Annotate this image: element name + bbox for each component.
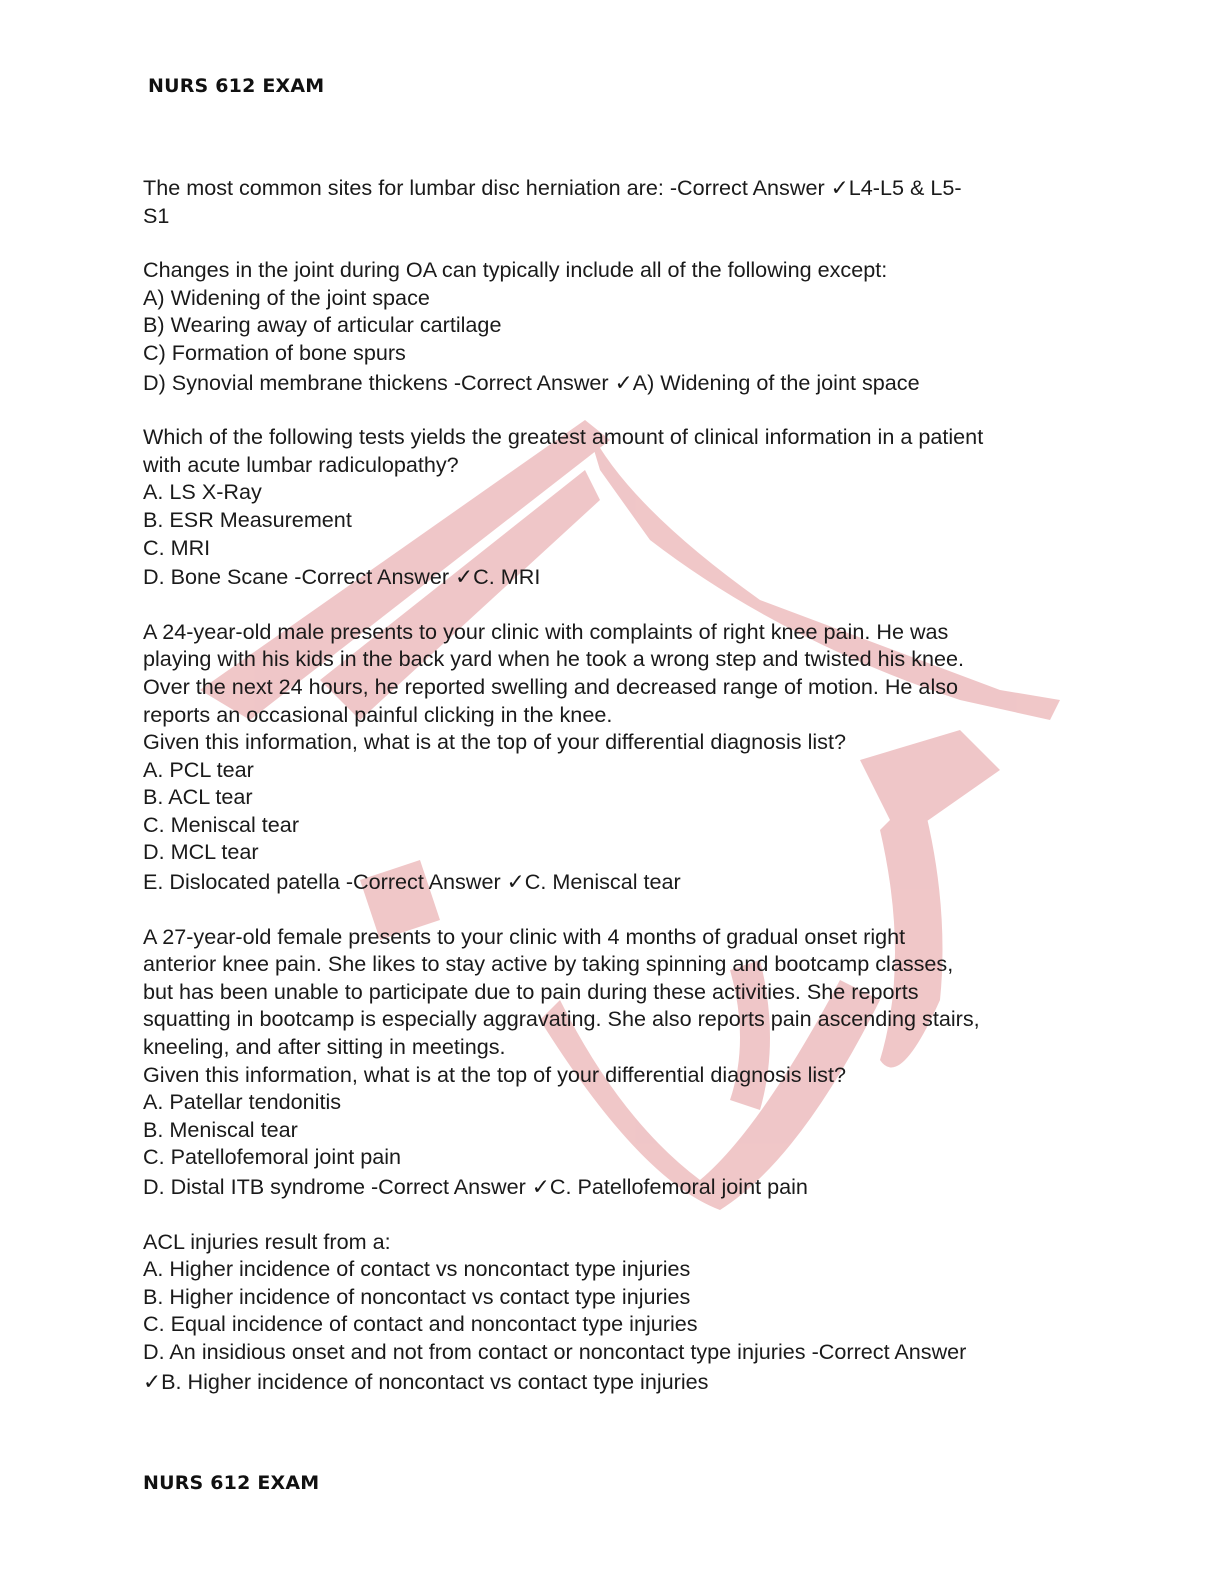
question-stem: Given this information, what is at the top of your differential diagnosis list? bbox=[143, 1061, 846, 1087]
question-stem: Given this information, what is at the top of your differential diagnosis list? bbox=[143, 729, 846, 755]
question-stem: squatting in bootcamp is especially aggravating. She also reports pain ascending stairs, bbox=[143, 1006, 980, 1032]
question-stem: Over the next 24 hours, he reported swelling and decreased range of motion. He also bbox=[143, 673, 959, 699]
question-stem-continuation: S1 bbox=[143, 202, 170, 228]
answer-option: C. Meniscal tear bbox=[143, 811, 300, 837]
correct-answer-line: D) Synovial membrane thickens -Correct Answer ✓A) Widening of the joint space bbox=[143, 369, 920, 395]
question-stem: playing with his kids in the back yard when he took a wrong step and twisted his knee. bbox=[143, 646, 965, 672]
question-stem: The most common sites for lumbar disc herniation are: -Correct Answer ✓L4-L5 & L5- bbox=[143, 175, 962, 200]
correct-answer-line: ✓B. Higher incidence of noncontact vs contact type injuries bbox=[143, 1368, 709, 1394]
answer-option: C. Patellofemoral joint pain bbox=[143, 1144, 402, 1170]
answer-option: B. ESR Measurement bbox=[143, 506, 352, 532]
question-stem: A 24-year-old male presents to your clinic with complaints of right knee pain. He was bbox=[143, 618, 949, 644]
answer-option: B) Wearing away of articular cartilage bbox=[143, 312, 502, 338]
answer-option: A. Patellar tendonitis bbox=[143, 1089, 342, 1115]
answer-option: A. LS X-Ray bbox=[143, 479, 262, 505]
question-stem: reports an occasional painful clicking in the knee. bbox=[143, 701, 613, 727]
correct-answer-line: E. Dislocated patella -Correct Answer ✓C. Meniscal tear bbox=[143, 869, 681, 895]
answer-option: B. Meniscal tear bbox=[143, 1116, 298, 1142]
question-block bbox=[143, 256, 1073, 396]
question-stem: Changes in the joint during OA can typically include all of the following except: bbox=[143, 257, 888, 283]
question-block bbox=[143, 923, 1073, 1201]
question-stem: kneeling, and after sitting in meetings. bbox=[143, 1034, 506, 1060]
document-body bbox=[143, 174, 1073, 1422]
question-block bbox=[143, 1228, 1073, 1396]
question-stem: Which of the following tests yields the greatest amount of clinical information in a patient bbox=[143, 424, 984, 450]
answer-option: C) Formation of bone spurs bbox=[143, 339, 406, 365]
answer-option: B. Higher incidence of noncontact vs contact type injuries bbox=[143, 1283, 691, 1309]
answer-option: C. Equal incidence of contact and noncontact type injuries bbox=[143, 1311, 698, 1337]
answer-option: B. ACL tear bbox=[143, 784, 253, 810]
answer-option: A. PCL tear bbox=[143, 756, 254, 782]
answer-option: A) Widening of the joint space bbox=[143, 284, 430, 310]
question-stem: A 27-year-old female presents to your clinic with 4 months of gradual onset right bbox=[143, 923, 906, 949]
answer-option: A. Higher incidence of contact vs noncontact type injuries bbox=[143, 1256, 691, 1282]
question-stem: ACL injuries result from a: bbox=[143, 1228, 391, 1254]
question-block bbox=[143, 174, 1073, 229]
question-stem: anterior knee pain. She likes to stay active by taking spinning and bootcamp classes, bbox=[143, 951, 954, 977]
correct-answer-line: D. Bone Scane -Correct Answer ✓C. MRI bbox=[143, 564, 541, 590]
question-stem: but has been unable to participate due to pain during these activities. She reports bbox=[143, 978, 919, 1004]
correct-answer-line: D. Distal ITB syndrome -Correct Answer ✓C. Patellofemoral joint pain bbox=[143, 1174, 808, 1199]
question-block bbox=[143, 423, 1073, 591]
page-footer: NURS 612 EXAM bbox=[143, 1472, 320, 1494]
page-header: NURS 612 EXAM bbox=[148, 75, 325, 97]
answer-option: D. An insidious onset and not from contact or noncontact type injuries -Correct Answer bbox=[143, 1338, 967, 1364]
question-block bbox=[143, 618, 1073, 896]
answer-option: D. MCL tear bbox=[143, 839, 259, 865]
question-stem-continuation: with acute lumbar radiculopathy? bbox=[143, 451, 459, 477]
answer-option: C. MRI bbox=[143, 534, 211, 560]
